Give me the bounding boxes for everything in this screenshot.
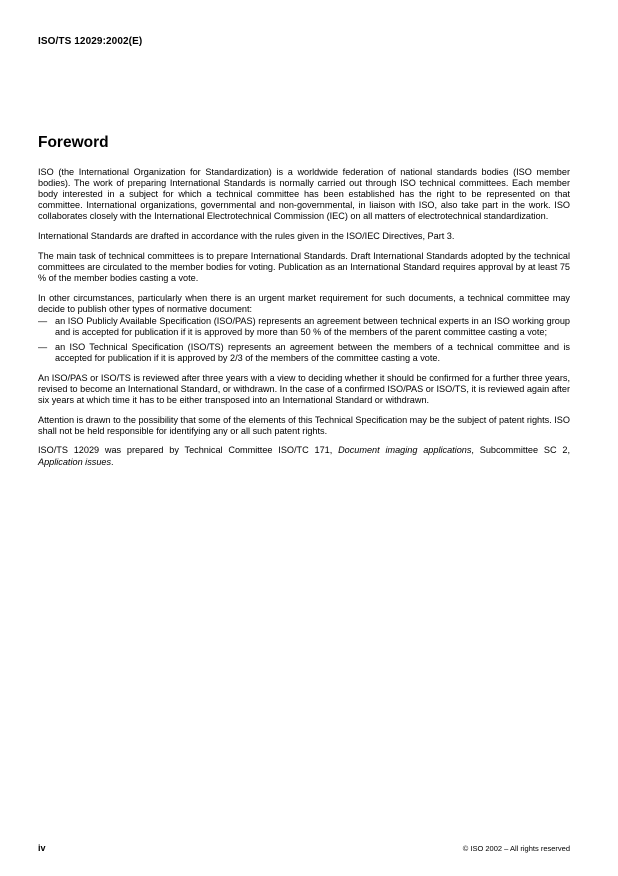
list-item-ts — [38, 342, 570, 364]
document-identifier: ISO/TS 12029:2002(E) — [38, 36, 143, 47]
dash-bullet: — — [38, 315, 48, 326]
paragraph-iso-overview: ISO (the International Organization for Standardization) is a worldwide federation of national standards bodies (ISO member bodies). The work of preparing International Standards is normally carried out through ISO technical committees. Each member body interested in a subject for which a technical committee has been established has the right to be represented on that committee. International organizations, governmental and non-governmental, in liaison with ISO, also take part in the work. ISO collaborates closely with the International Electrotechnical Commission (IEC) on all matters of electrotechnical standardization. — [38, 167, 570, 222]
list-item-text: an ISO Technical Specification (ISO/TS) represents an agreement between the members of a technical committee and is accepted for publication if it is approved by 2/3 of the members of the committee casting a vote. — [55, 342, 570, 364]
page-title: Foreword — [38, 134, 109, 151]
preparation-text: , Subcommittee SC 2, — [471, 445, 570, 456]
list-item-text: an ISO Publicly Available Specification (ISO/PAS) represents an agreement between technical experts in an ISO working group and is accepted for publication if it is approved by more than 50 % of the members of the parent committee casting a vote; — [55, 315, 570, 337]
foreword-body — [38, 167, 570, 476]
list-item-pas — [38, 316, 570, 338]
subcommittee-name: Application issues — [38, 456, 112, 467]
dash-bullet: — — [38, 342, 48, 352]
paragraph-committee-task: The main task of technical committees is to prepare International Standards. Draft International Standards adopted by the technical committees are circulated to the member bodies for voting. Publication as an International Standard requires approval by at least 75 % of the member bodies casting a vote. — [38, 250, 570, 283]
paragraph-review-cycle: An ISO/PAS or ISO/TS is reviewed after three years with a view to deciding whether it should be confirmed for a further three years, revised to become an International Standard, or withdrawn. In the case of a confirmed ISO/PAS or ISO/TS, it is reviewed again after six years at which time it has to be either transposed into an International Standard or withdrawn. — [38, 372, 570, 405]
paragraph-drafting-rules: International Standards are drafted in accordance with the rules given in the ISO/IEC Directives, Part 3. — [38, 231, 455, 242]
subcommittee-title: Document imaging applications — [338, 445, 472, 456]
paragraph-other-circumstances: In other circumstances, particularly when there is an urgent market requirement for such documents, a technical committee may decide to publish other types of normative document: — [38, 292, 570, 314]
paragraph-patent-rights: Attention is drawn to the possibility that some of the elements of this Technical Specification may be the subject of patent rights. ISO shall not be held responsible for identifying any or all such patent rights. — [38, 414, 570, 436]
preparation-text: . — [111, 456, 114, 467]
preparation-text: ISO/TS 12029 was prepared by Technical Committee ISO/TC 171, — [38, 445, 339, 456]
paragraph-preparation — [38, 445, 570, 467]
copyright-notice: © ISO 2002 – All rights reserved — [462, 844, 570, 853]
page-number: iv — [38, 843, 46, 853]
